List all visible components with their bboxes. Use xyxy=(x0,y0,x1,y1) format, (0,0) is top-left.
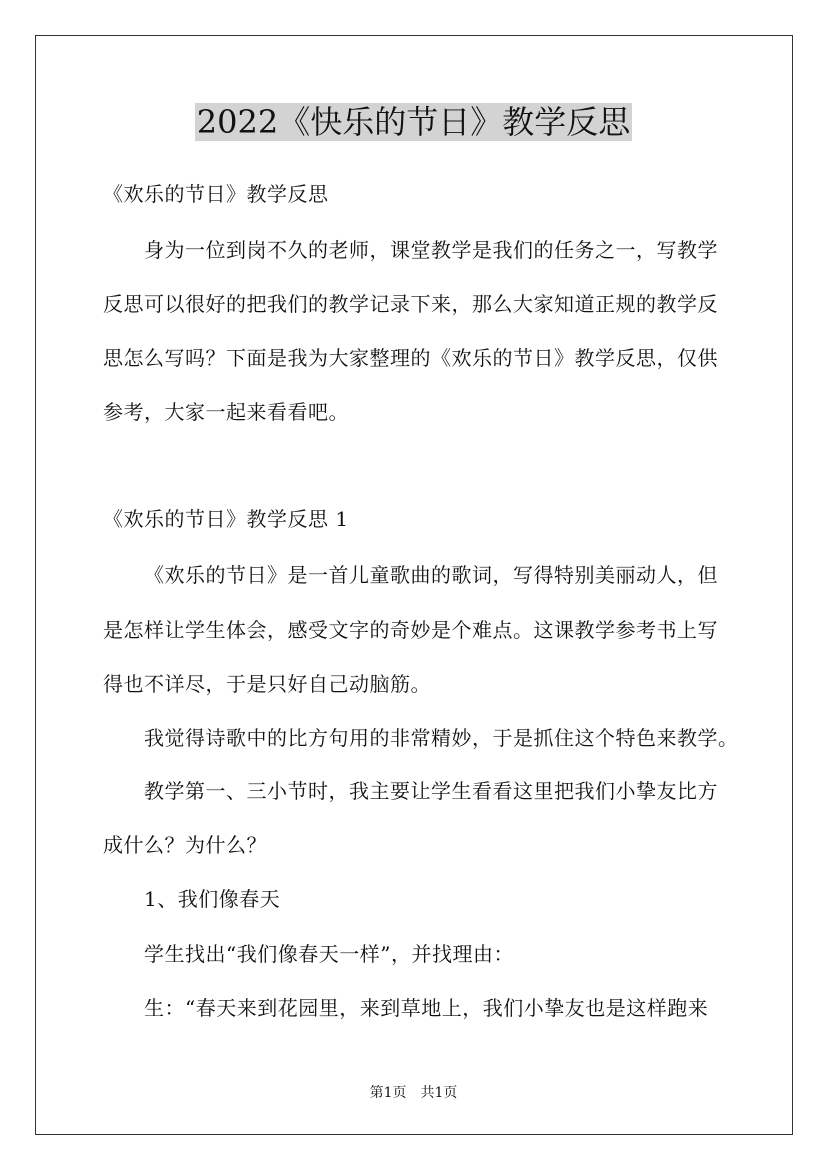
paragraph-line: 成什么？为什么？ xyxy=(103,833,267,857)
subtitle-line: 《欢乐的节日》教学反思 xyxy=(103,182,329,206)
document-title-text: 2022《快乐的节日》教学反思 xyxy=(196,103,631,141)
paragraph-line: 《欢乐的节日》是一首儿童歌曲的歌词，写得特别美丽动人，但 xyxy=(144,563,718,587)
paragraph-line: 学生找出“我们像春天一样”，并找理由： xyxy=(144,942,514,966)
paragraph-line: 参考，大家一起来看看吧。 xyxy=(103,400,349,424)
paragraph-line: 得也不详尽，于是只好自己动脑筋。 xyxy=(103,672,431,696)
paragraph-line: 我觉得诗歌中的比方句用的非常精妙，于是抓住这个特色来教学。 xyxy=(144,726,739,750)
paragraph-line: 是怎样让学生体会，感受文字的奇妙是个难点。这课教学参考书上写 xyxy=(103,618,718,642)
paragraph-line: 生：“春天来到花园里，来到草地上，我们小挚友也是这样跑来 xyxy=(144,996,709,1020)
paragraph-line: 反思可以很好的把我们的教学记录下来，那么大家知道正规的教学反 xyxy=(103,292,718,316)
paragraph-line: 1、我们像春天 xyxy=(144,887,281,911)
paragraph-line: 教学第一、三小节时，我主要让学生看看这里把我们小挚友比方 xyxy=(144,779,718,803)
paragraph-line: 身为一位到岗不久的老师，课堂教学是我们的任务之一，写教学 xyxy=(144,238,718,262)
paragraph-line: 思怎么写吗？下面是我为大家整理的《欢乐的节日》教学反思，仅供 xyxy=(103,346,718,370)
page-footer: 第1页 共1页 xyxy=(369,1085,458,1101)
document-title xyxy=(0,100,827,144)
section-heading: 《欢乐的节日》教学反思 1 xyxy=(103,507,349,531)
